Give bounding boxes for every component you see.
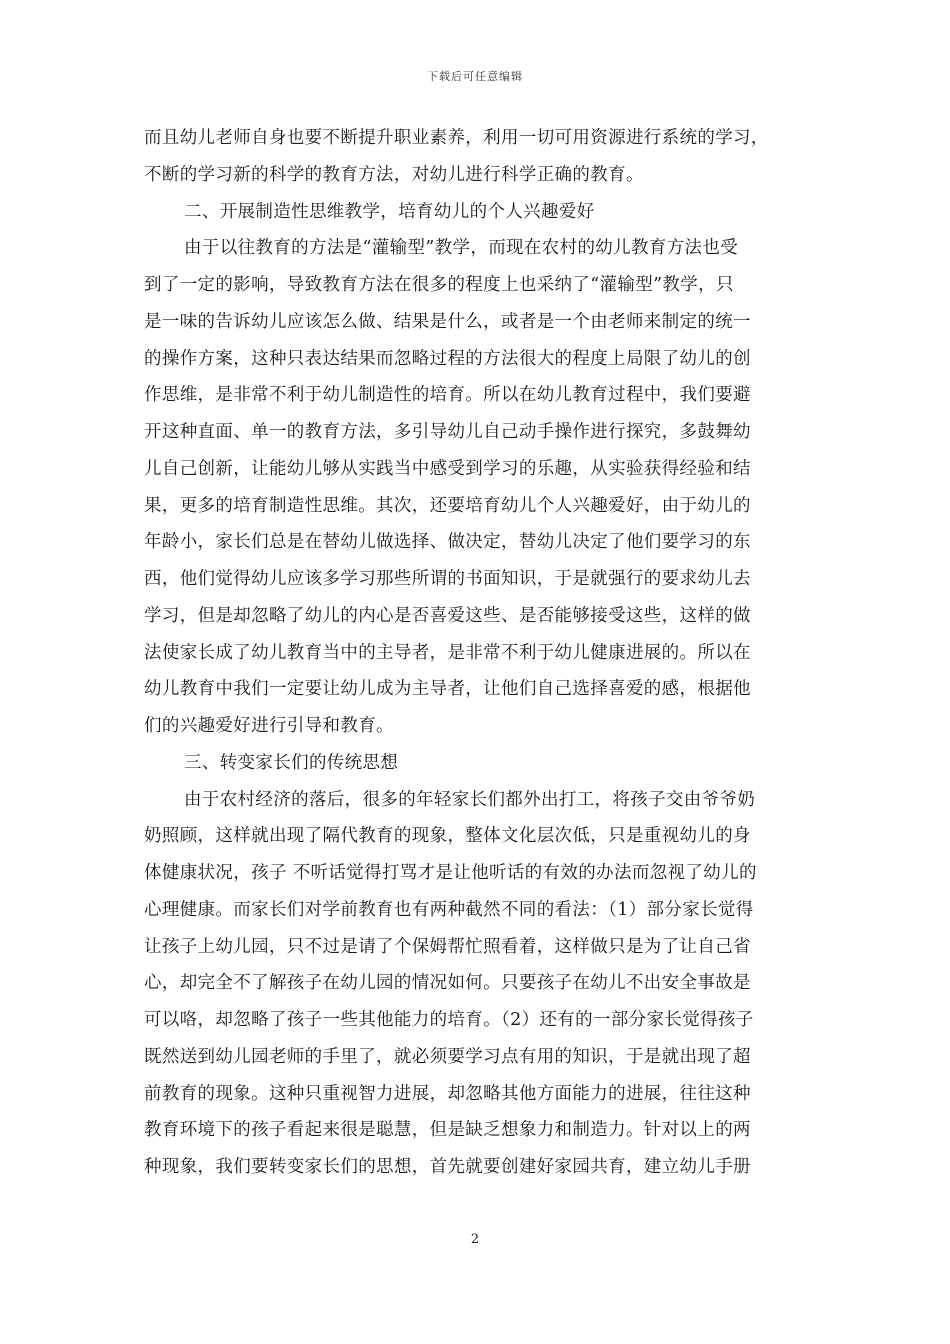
body-line: 的操作方案，这种只表达结果而忽略过程的方法很大的程度上局限了幼儿的创 — [144, 348, 751, 369]
body-line: 不断的学习新的科学的教育方法，对幼儿进行科学正确的教育。 — [144, 164, 644, 185]
body-line: 心理健康。而家长们对学前教育也有两种截然不同的看法：（1）部分家长觉得 — [144, 899, 754, 920]
document-body — [144, 120, 808, 1186]
body-line: 而且幼儿老师自身也要不断提升职业素养，利用一切可用资源进行系统的学习， — [144, 128, 769, 148]
body-line: 心，却完全不了解孩子在幼儿园的情况如何。只要孩子在幼儿不出安全事故是 — [144, 973, 751, 994]
body-line: 既然送到幼儿园老师的手里了，就必须要学习点有用的知识，于是就出现了超 — [144, 1046, 751, 1067]
body-line: 由于以往教育的方法是“灌输型”教学，而现在农村的幼儿教育方法也受 — [184, 238, 739, 259]
body-line: 可以咯，却忽略了孩子一些其他能力的培育。（2）还有的一部分家长觉得孩子 — [144, 1010, 754, 1030]
body-line: 体健康状况，孩子 不听话觉得打骂才是让他听话的有效的办法而忽视了幼儿的 — [144, 863, 757, 883]
section-heading: 三、转变家长们的传统思想 — [184, 752, 399, 773]
body-line: 作思维，是非常不利于幼儿制造性的培育。所以在幼儿教育过程中，我们要避 — [144, 385, 751, 406]
body-line: 儿自己创新，让能幼儿够从实践当中感受到学习的乐趣，从实验获得经验和结 — [144, 458, 751, 479]
body-line: 由于农村经济的落后，很多的年轻家长们都外出打工，将孩子交由爷爷奶 — [184, 789, 756, 810]
body-line: 前教育的现象。这种只重视智力进展，却忽略其他方面能力的进展，往往这种 — [144, 1083, 751, 1104]
body-line: 法使家长成了幼儿教育当中的主导者，是非常不利于幼儿健康进展的。所以在 — [144, 642, 751, 663]
section-heading: 二、开展制造性思维教学，培育幼儿的个人兴趣爱好 — [184, 201, 595, 222]
body-line: 学习，但是却忽略了幼儿的内心是否喜爱这些、是否能够接受这些，这样的做 — [144, 605, 751, 626]
page-number: 2 — [470, 1232, 480, 1247]
body-line: 们的兴趣爱好进行引导和教育。 — [144, 716, 394, 736]
body-line: 是一味的告诉幼儿应该怎么做、结果是什么，或者是一个由老师来制定的统一 — [144, 311, 751, 332]
body-line: 让孩子上幼儿园，只不过是请了个保姆帮忙照看着，这样做只是为了让自己省 — [144, 936, 751, 957]
body-line: 奶照顾，这样就出现了隔代教育的现象，整体文化层次低，只是重视幼儿的身 — [144, 826, 751, 847]
body-line: 幼儿教育中我们一定要让幼儿成为主导者，让他们自己选择喜爱的感，根据他 — [144, 679, 751, 700]
body-line: 开这种直面、单一的教育方法，多引导幼儿自己动手操作进行探究，多鼓舞幼 — [144, 422, 751, 442]
body-line: 到了一定的影响，导致教育方法在很多的程度上也采纳了“灌输型”教学，只 — [144, 275, 734, 295]
body-line: 教育环境下的孩子看起来很是聪慧，但是缺乏想象力和制造力。针对以上的两 — [144, 1120, 751, 1141]
body-line: 西，他们觉得幼儿应该多学习那些所谓的书面知识，于是就强行的要求幼儿去 — [144, 569, 751, 589]
body-line: 年龄小，家长们总是在替幼儿做选择、做决定，替幼儿决定了他们要学习的东 — [144, 532, 751, 553]
body-line: 果，更多的培育制造性思维。其次，还要培育幼儿个人兴趣爱好，由于幼儿的 — [144, 495, 751, 516]
page-header: 下载后可任意编辑 — [427, 70, 523, 83]
body-line: 种现象，我们要转变家长们的思想，首先就要创建好家园共育，建立幼儿手册 — [144, 1157, 751, 1177]
